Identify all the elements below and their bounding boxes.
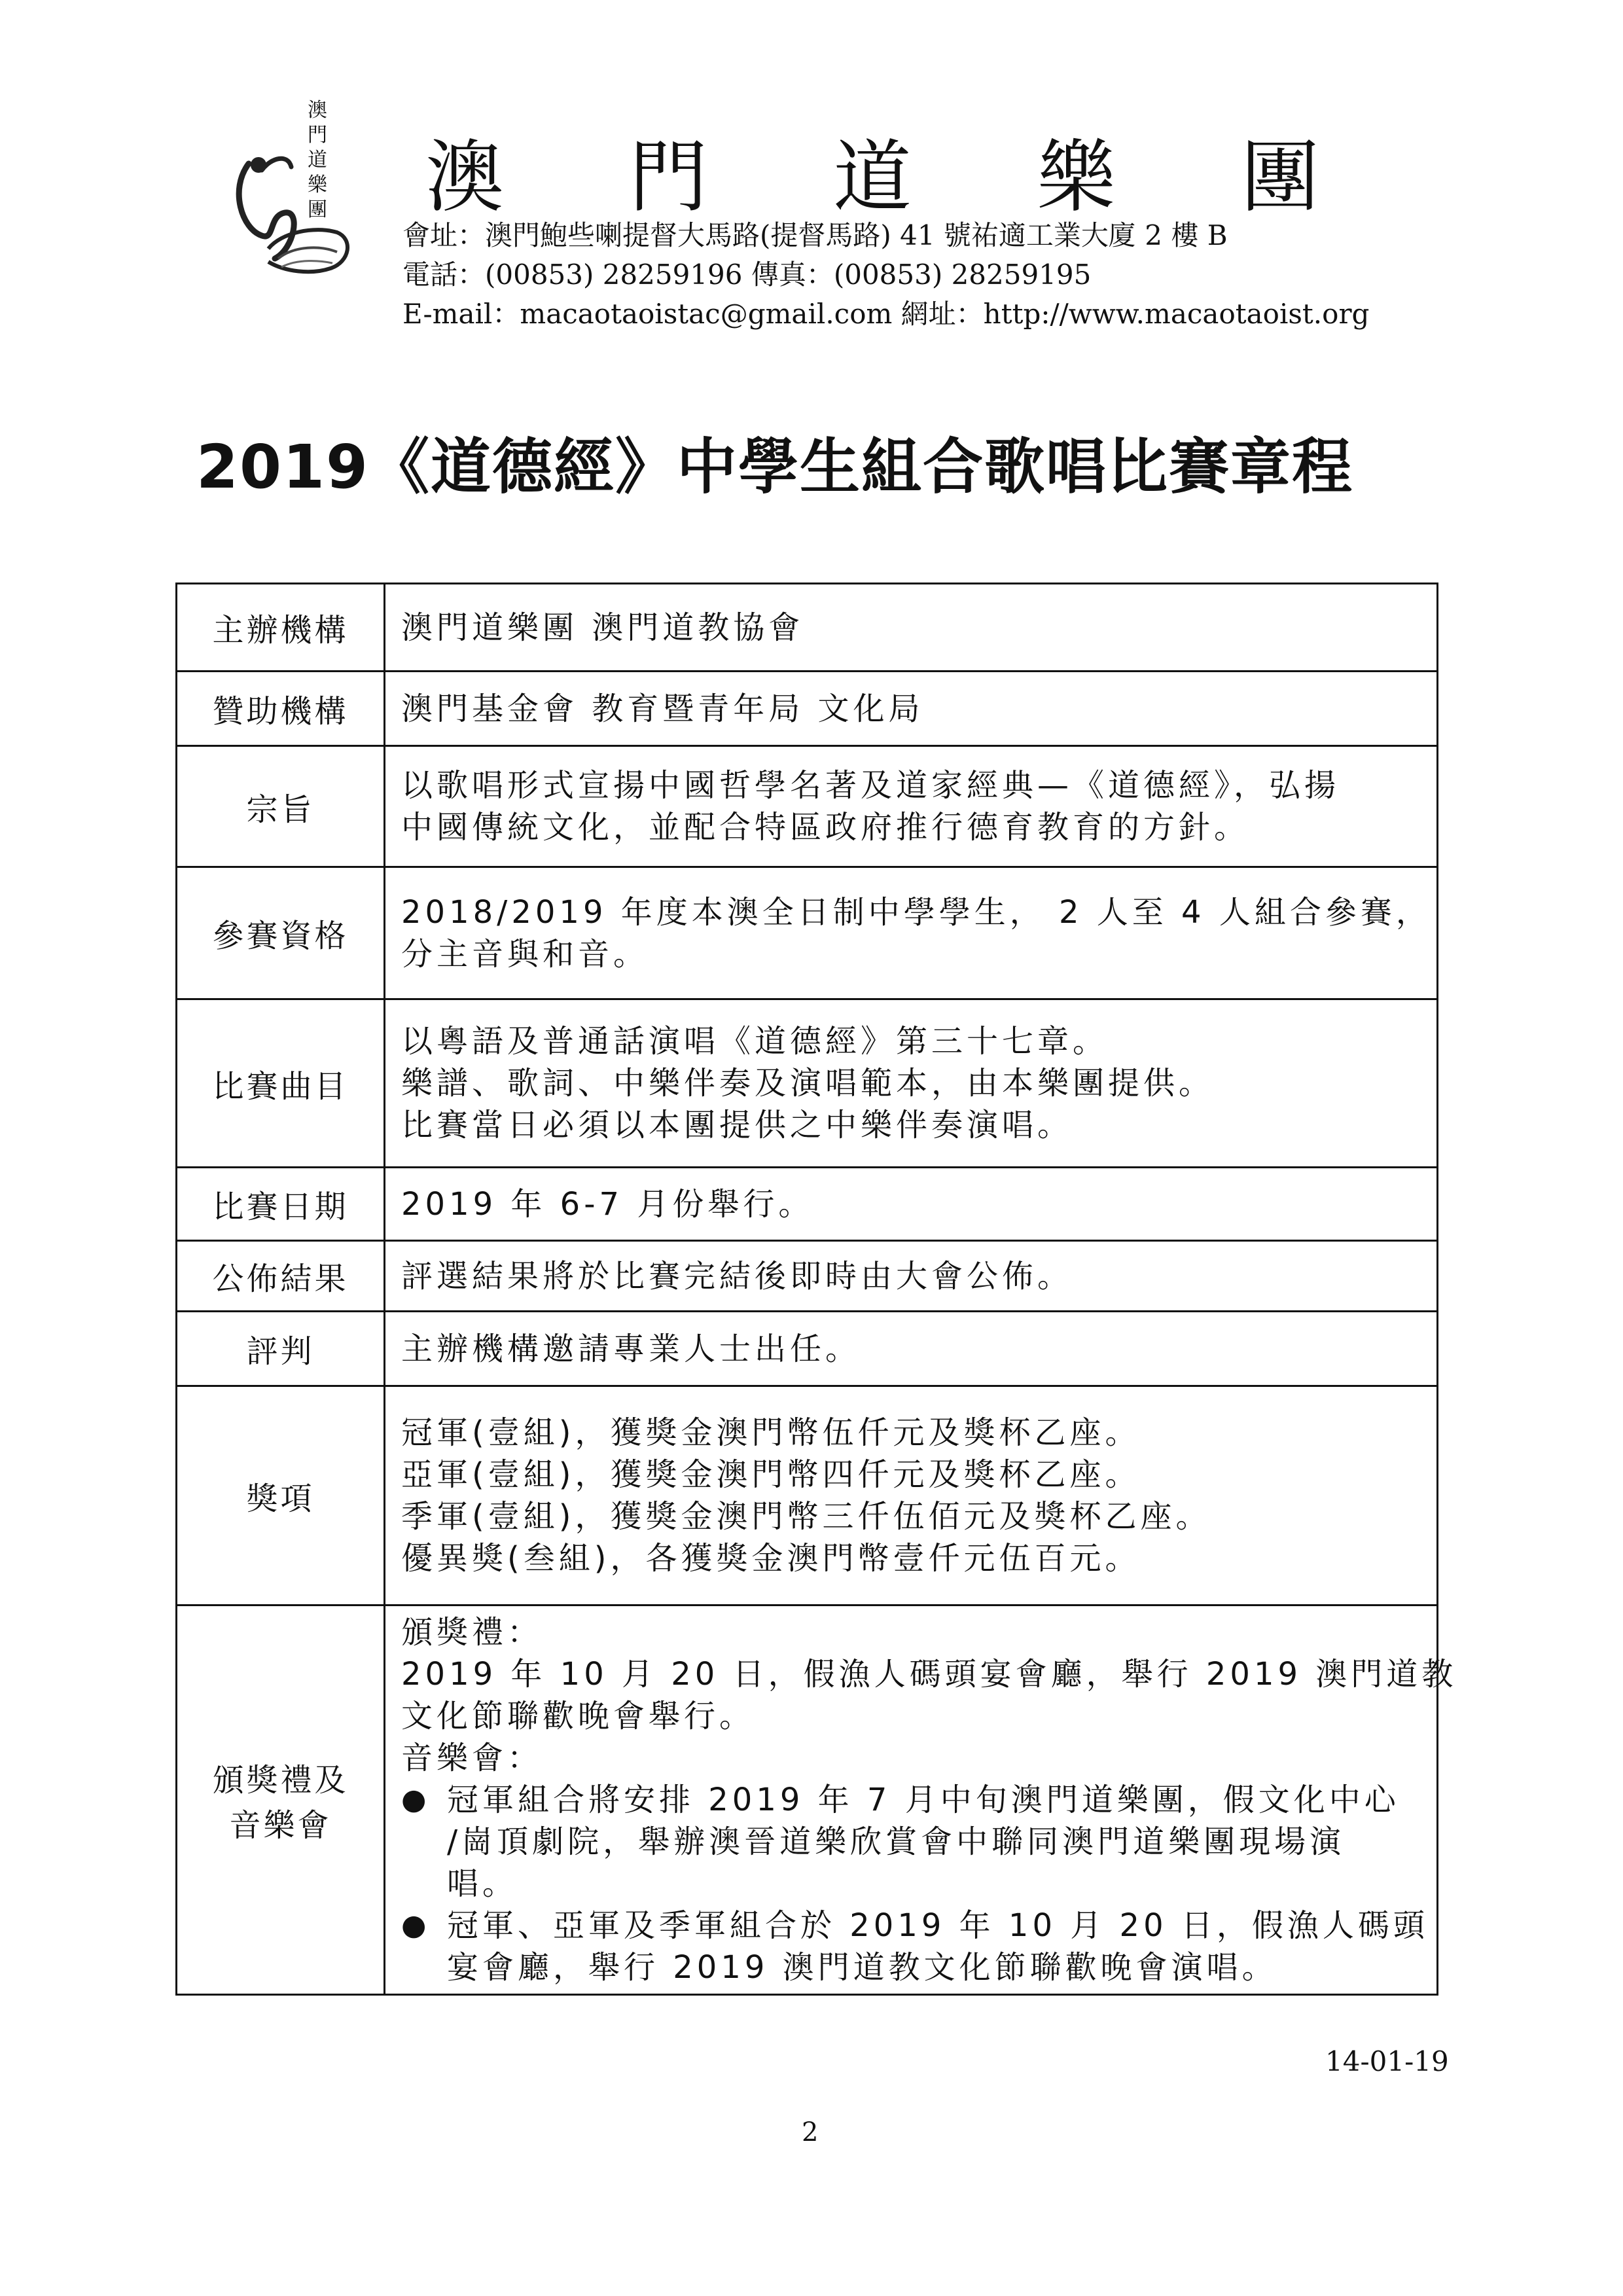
content-line: 冠軍(壹組)，獲獎金澳門幣伍仟元及獎杯乙座。 bbox=[401, 1414, 1141, 1451]
org-title-char: 團 bbox=[1241, 132, 1322, 223]
table-row bbox=[177, 999, 1438, 1168]
content-line: 文化節聯歡晚會舉行。 bbox=[401, 1698, 755, 1734]
bullet-text bbox=[447, 1905, 1429, 1988]
row-content bbox=[385, 1168, 1438, 1241]
content-line: 澳門道樂團 澳門道教協會 bbox=[401, 609, 804, 646]
row-content bbox=[385, 1241, 1438, 1312]
content-line: 比賽當日必須以本團提供之中樂伴奏演唱。 bbox=[401, 1107, 1073, 1143]
content-line: 唱。 bbox=[447, 1865, 518, 1902]
address-line: 會址：澳門鮑些喇提督大馬路(提督馬路) 41 號祐適工業大廈 2 樓 B bbox=[402, 219, 1228, 251]
content-line: 亞軍(壹組)，獲獎金澳門幣四仟元及獎杯乙座。 bbox=[401, 1456, 1141, 1493]
document-title: 2019《道德經》中學生組合歌唱比賽章程 bbox=[196, 432, 1354, 502]
row-content bbox=[385, 1312, 1438, 1386]
logo-vertical-text: 澳門道樂團 bbox=[308, 99, 327, 221]
bullet-item bbox=[401, 1905, 1429, 1988]
content-line: 冠軍、亞軍及季軍組合於 2019 年 10 月 20 日，假漁人碼頭 bbox=[447, 1907, 1429, 1944]
content-line: 季軍(壹組)，獲獎金澳門幣三仟伍佰元及獎杯乙座。 bbox=[401, 1498, 1211, 1535]
content-line: 澳門基金會 教育暨青年局 文化局 bbox=[401, 690, 924, 727]
content-line: 宴會廳，舉行 2019 澳門道教文化節聯歡晚會演唱。 bbox=[447, 1949, 1277, 1986]
table-row bbox=[177, 584, 1438, 672]
table-row bbox=[177, 1241, 1438, 1312]
row-label: 贊助機構 bbox=[177, 672, 385, 746]
row-label: 主辦機構 bbox=[177, 584, 385, 672]
content-line: 樂譜、歌詞、中樂伴奏及演唱範本，由本樂團提供。 bbox=[401, 1065, 1215, 1102]
ceremony-heading: 頒獎禮： bbox=[401, 1614, 543, 1651]
row-content bbox=[385, 746, 1438, 867]
row-label: 公佈結果 bbox=[177, 1241, 385, 1312]
contact-info bbox=[402, 216, 1369, 334]
bullet-icon: ● bbox=[401, 1783, 431, 1816]
table-row bbox=[177, 1605, 1438, 1995]
row-content bbox=[385, 672, 1438, 746]
table-row bbox=[177, 867, 1438, 999]
row-label: 比賽曲目 bbox=[177, 999, 385, 1168]
label-line: 頒獎禮及 bbox=[212, 1762, 349, 1799]
bullet-text bbox=[447, 1779, 1421, 1905]
organization-logo bbox=[223, 92, 360, 288]
org-title-char: 道 bbox=[833, 132, 914, 223]
row-content bbox=[385, 1605, 1457, 1995]
table-row bbox=[177, 1386, 1438, 1605]
org-title-char: 門 bbox=[629, 132, 711, 223]
content-line: 主辦機構邀請專業人士出任。 bbox=[401, 1330, 861, 1367]
content-line: 以歌唱形式宣揚中國哲學名著及道家經典—《道德經》，弘揚 bbox=[401, 767, 1340, 804]
row-label: 比賽日期 bbox=[177, 1168, 385, 1241]
row-content bbox=[385, 584, 1438, 672]
row-label bbox=[177, 1605, 385, 1995]
table-row bbox=[177, 1168, 1438, 1241]
rules-table bbox=[175, 583, 1457, 1996]
content-line: 冠軍組合將安排 2019 年 7 月中旬澳門道樂團，假文化中心 bbox=[447, 1782, 1400, 1818]
row-content bbox=[385, 1386, 1438, 1605]
bullet-item bbox=[401, 1779, 1421, 1905]
content-line: 評選結果將於比賽完結後即時由大會公佈。 bbox=[401, 1257, 1073, 1295]
org-title-char: 樂 bbox=[1037, 132, 1118, 223]
row-label: 參賽資格 bbox=[177, 867, 385, 999]
label-line: 音樂會 bbox=[229, 1807, 332, 1844]
concert-heading: 音樂會： bbox=[401, 1740, 543, 1776]
row-label: 評判 bbox=[177, 1312, 385, 1386]
content-line: 中國傳統文化，並配合特區政府推行德育教育的方針。 bbox=[401, 809, 1250, 846]
content-line: 優異獎(叁組)，各獲獎金澳門幣壹仟元伍百元。 bbox=[401, 1540, 1141, 1577]
document-code: 14-01-19 bbox=[1325, 2045, 1449, 2077]
table-row bbox=[177, 746, 1438, 867]
table-row bbox=[177, 672, 1438, 746]
organization-name bbox=[425, 115, 1322, 227]
row-content bbox=[385, 867, 1438, 999]
table-row bbox=[177, 1312, 1438, 1386]
content-line: 2019 年 6-7 月份舉行。 bbox=[401, 1185, 814, 1223]
content-line: 2018/2019 年度本澳全日制中學學生， 2 人至 4 人組合參賽， bbox=[401, 893, 1431, 931]
content-line: 分主音與和音。 bbox=[401, 935, 649, 973]
row-label: 獎項 bbox=[177, 1386, 385, 1605]
row-content bbox=[385, 999, 1438, 1168]
org-title-char: 澳 bbox=[425, 132, 507, 223]
content-line: /崗頂劇院，舉辦澳晉道樂欣賞會中聯同澳門道樂團現場演 bbox=[447, 1823, 1346, 1860]
email-website-line: E-mail：macaotaoistac@gmail.com 網址：http://www.macaotaoist.org bbox=[402, 298, 1370, 330]
bullet-icon: ● bbox=[401, 1909, 431, 1942]
page-number: 2 bbox=[802, 2117, 819, 2147]
phone-fax-line: 電話：(00853) 28259196 傳真：(00853) 28259195 bbox=[402, 259, 1092, 291]
row-label: 宗旨 bbox=[177, 746, 385, 867]
content-line: 2019 年 10 月 20 日，假漁人碼頭宴會廳，舉行 2019 澳門道教 bbox=[401, 1656, 1457, 1693]
content-line: 以粵語及普通話演唱《道德經》第三十七章。 bbox=[401, 1023, 1109, 1060]
